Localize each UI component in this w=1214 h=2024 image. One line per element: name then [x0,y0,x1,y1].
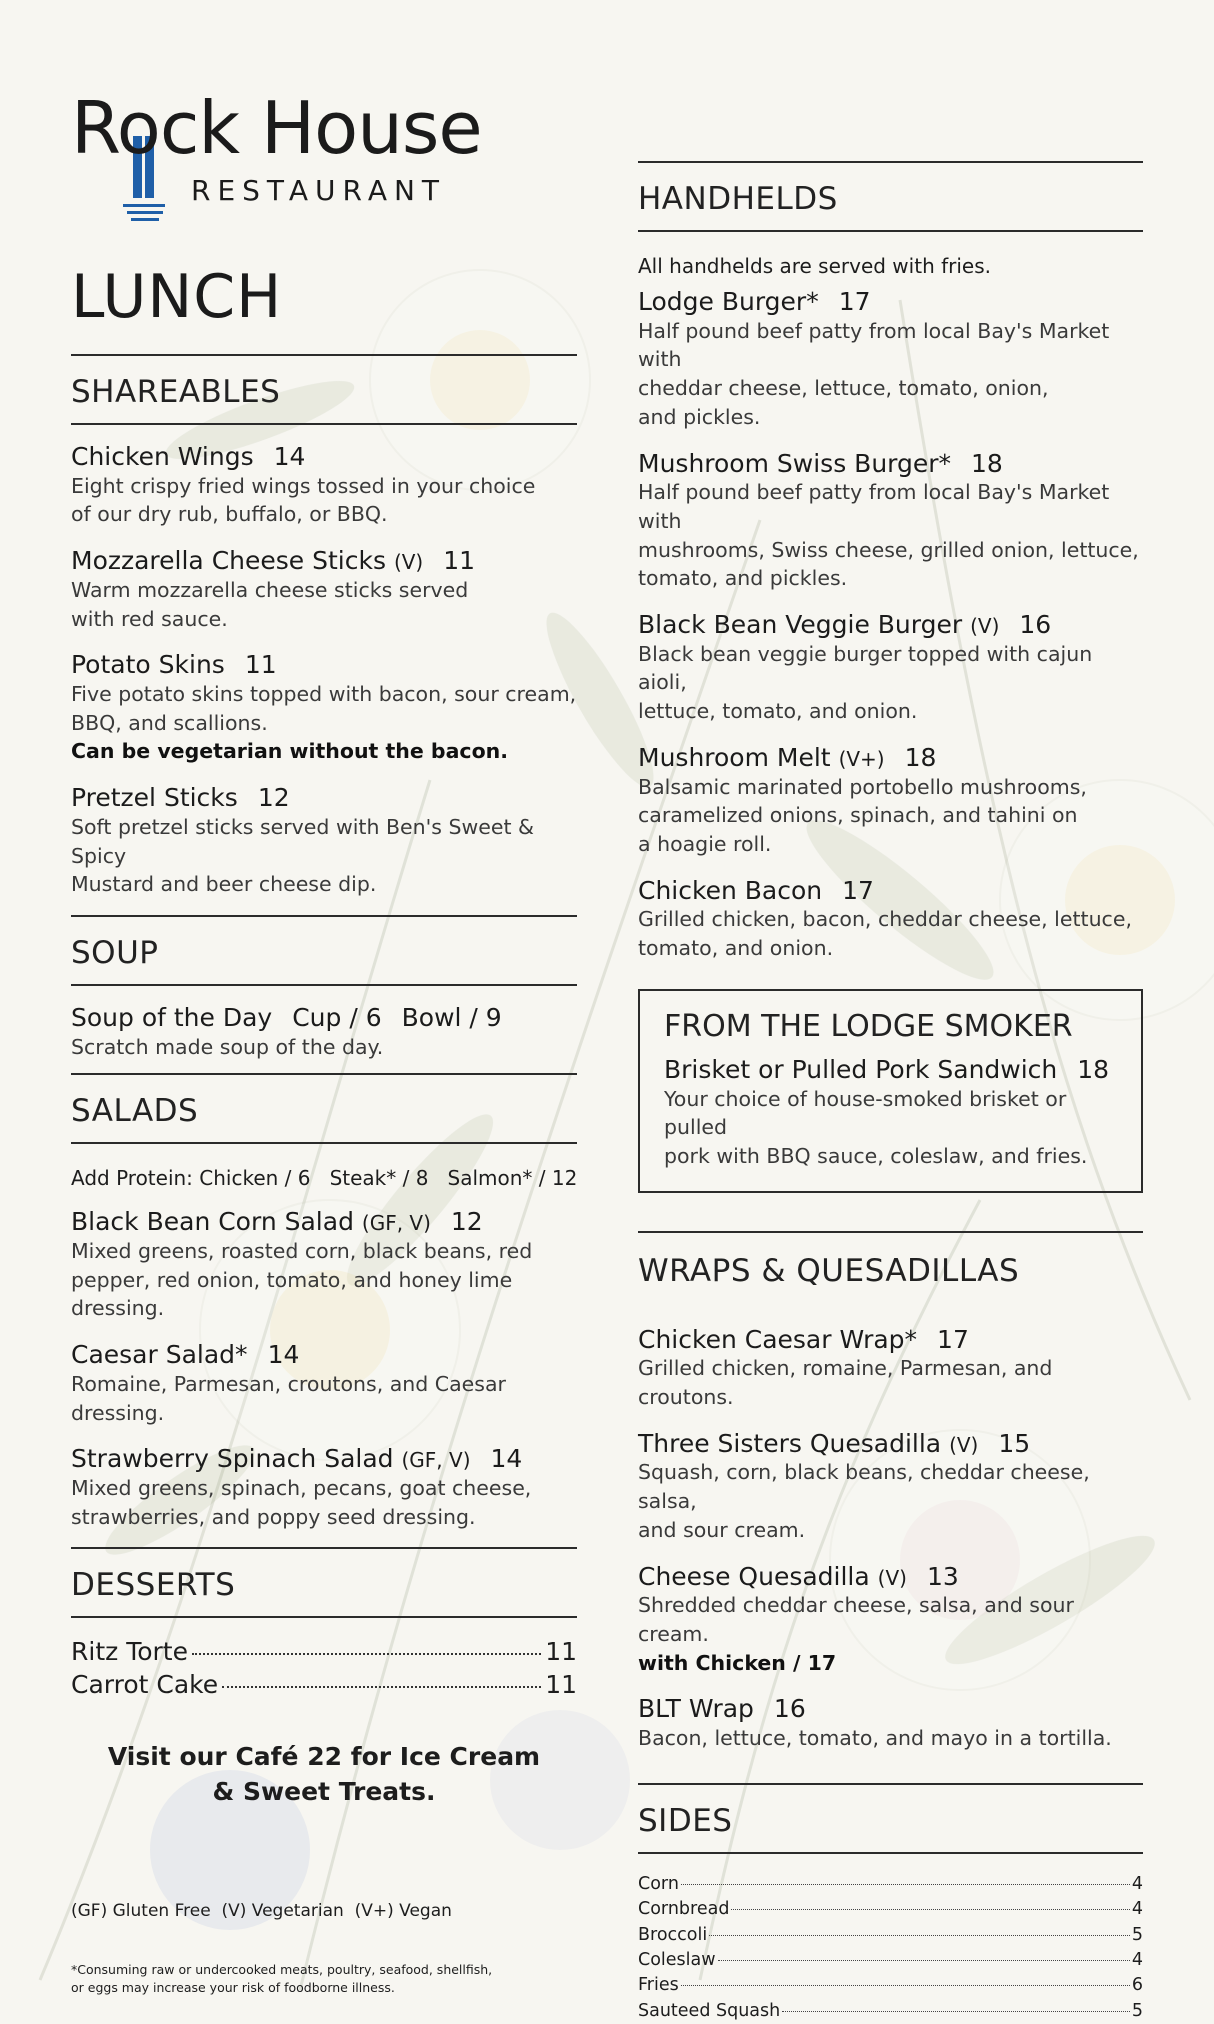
item-name: Coleslaw [638,1949,716,1970]
handhelds-list [638,288,1143,963]
disclaimer-line: or eggs may increase your risk of foodborne illness. [71,1979,395,1995]
item-price: 11 [443,546,476,576]
menu-item [71,1341,577,1427]
side-row [638,1973,1143,1998]
item-name: Cornbread [638,1899,730,1920]
item-name: Strawberry Spinach Salad [71,1444,394,1474]
item-name: Sauteed Squash [638,2000,781,2021]
item-tag: (GF, V) [401,1448,471,1473]
menu-item [638,450,1143,594]
item-name: Pretzel Sticks [71,783,238,813]
menu-item [638,288,1143,432]
divider [638,1852,1143,1854]
item-name: Black Bean Veggie Burger [638,610,963,639]
menu-item [71,547,577,633]
item-desc: mushrooms, Swiss cheese, grilled onion, lettuce, [638,537,1139,562]
smoker-title: FROM THE LODGE SMOKER [664,1008,1073,1044]
item-name: Chicken Bacon [638,875,823,905]
item-price: 5 [1131,1924,1143,1945]
item-note: with Chicken / 17 [638,1650,837,1675]
side-row [638,1923,1143,1948]
divider [638,161,1143,163]
menu-item [638,1695,1143,1752]
item-price: 15 [998,1428,1031,1458]
item-desc: lettuce, tomato, and onion. [638,699,918,724]
item-name: Mozzarella Cheese Sticks [71,546,386,576]
side-row [638,1872,1143,1897]
item-price: 18 [971,448,1003,478]
divider [71,1073,577,1075]
item-price: 14 [490,1444,523,1474]
item-tag: (V) [393,550,424,575]
item-desc: Black bean veggie burger topped with cajun aioli, [638,641,1093,695]
item-desc: caramelized onions, spinach, and tahini on [638,803,1078,828]
item-name: Broccoli [638,1924,708,1945]
item-price: 6 [1131,1975,1143,1996]
item-desc: Squash, corn, black beans, cheddar cheese, salsa, [638,1460,1090,1514]
item-desc: tomato, and onion. [638,936,834,961]
item-price: 11 [545,1669,577,1699]
section-title-sides: SIDES [638,1802,733,1839]
item-tag: (V) [970,614,1000,638]
item-name: BLT Wrap [638,1694,754,1724]
brand-name: Rock House [71,86,482,170]
item-price: 12 [450,1207,483,1237]
disclaimer-line: *Consuming raw or undercooked meats, poultry, seafood, shellfish, [71,1962,493,1978]
cafe-promo [71,1739,577,1809]
menu-item [638,1563,1143,1678]
item-desc: Shredded cheddar cheese, salsa, and sour cream. [638,1593,1074,1646]
menu-item [638,877,1143,963]
item-desc: of our dry rub, buffalo, or BBQ. [71,502,388,527]
item-desc: Mustard and beer cheese dip. [71,872,377,897]
divider [71,423,577,425]
item-price: 13 [926,1561,959,1591]
item-desc: Grilled chicken, romaine, Parmesan, and croutons. [638,1356,1053,1409]
menu-item [638,1430,1143,1545]
item-name: Mushroom Swiss Burger* [638,448,952,478]
menu-title: LUNCH [71,262,283,332]
item-desc: and pickles. [638,404,761,429]
soup-bowl-price: Bowl / 9 [401,1002,502,1032]
item-price: 14 [267,1340,300,1370]
salads-list [71,1208,577,1531]
item-desc: a hoagie roll. [638,831,772,856]
item-price: 16 [1019,610,1052,639]
add-protein: Add Protein: Chicken / 6 Steak* / 8 Salmon* / 12 [71,1166,578,1191]
item-desc: dressing. [71,1296,165,1321]
item-price: 17 [838,287,871,316]
menu-item [71,1208,577,1323]
item-price: 18 [904,742,937,772]
item-desc: Grilled chicken, bacon, cheddar cheese, lettuce, [638,907,1132,932]
menu-item [638,611,1143,726]
item-tag: (GF, V) [361,1211,431,1236]
menu-item [71,443,577,529]
divider [638,1783,1143,1785]
item-desc: Mixed greens, roasted corn, black beans, red [71,1239,533,1264]
smoker-box [638,989,1143,1193]
item-price: 4 [1131,1949,1143,1970]
cafe-promo-line: & Sweet Treats. [212,1777,436,1807]
item-price: 17 [937,1324,969,1354]
item-price: 4 [1131,1873,1143,1894]
item-desc: Scratch made soup of the day. [71,1034,384,1059]
dessert-row [71,1636,577,1669]
item-desc: Warm mozzarella cheese sticks served [71,577,469,602]
item-name: Fries [638,1975,679,1996]
item-name: Chicken Caesar Wrap* [638,1324,918,1354]
menu-item [638,1326,1143,1412]
side-row [638,1948,1143,1973]
divider [71,984,577,986]
divider [638,1231,1143,1233]
item-price: 4 [1131,1899,1143,1920]
item-name: Potato Skins [71,650,225,680]
item-desc: Your choice of house-smoked brisket or pulled [664,1086,1067,1140]
item-tag: (V) [877,1565,907,1590]
dessert-row [71,1669,577,1702]
left-column [71,0,577,1996]
soup-cup-price: Cup / 6 [292,1002,382,1032]
item-desc: Balsamic marinated portobello mushrooms, [638,774,1087,799]
dietary-legend: (GF) Gluten Free (V) Vegetarian (V+) Vegan [71,1901,452,1922]
menu-item [71,1445,577,1531]
menu-item [71,651,577,766]
divider [71,915,577,917]
item-name: Caesar Salad* [71,1340,248,1370]
divider [71,1547,577,1549]
item-tag: (V) [949,1432,979,1457]
item-name: Lodge Burger* [638,287,819,316]
menu-item-soup [71,1004,577,1061]
item-desc: Romaine, Parmesan, croutons, and Caesar dressing. [71,1371,506,1425]
item-price: 5 [1131,2000,1143,2021]
item-desc: Half pound beef patty from local Bay's Market with [638,480,1110,533]
item-desc: cheddar cheese, lettuce, tomato, onion, [638,376,1049,401]
item-desc: pork with BBQ sauce, coleslaw, and fries. [664,1143,1088,1168]
divider [71,354,577,356]
sides-list [638,1872,1143,2024]
item-desc: Soft pretzel sticks served with Ben's Sweet & Spicy [71,814,534,868]
item-price: 12 [257,783,290,813]
item-name: Corn [638,1873,679,1894]
side-row [638,1897,1143,1922]
item-desc: and sour cream. [638,1517,806,1542]
item-desc: strawberries, and poppy seed dressing. [71,1504,476,1529]
item-desc: with red sauce. [71,606,228,631]
section-title-salads: SALADS [71,1093,199,1130]
item-name: Chicken Wings [71,442,254,471]
item-price: 14 [273,442,306,471]
item-desc: Bacon, lettuce, tomato, and mayo in a tortilla. [638,1726,1112,1751]
right-column [638,0,1143,2024]
item-desc: BBQ, and scallions. [71,710,268,735]
section-title-wraps: WRAPS & QUESADILLAS [638,1252,1020,1289]
item-name: Black Bean Corn Salad [71,1207,354,1237]
item-desc: Eight crispy fried wings tossed in your choice [71,473,536,498]
disclaimer [71,1961,577,1996]
section-title-desserts: DESSERTS [71,1567,236,1604]
item-name: Carrot Cake [71,1669,219,1699]
item-name: Ritz Torte [71,1637,188,1667]
item-price: 11 [244,650,277,680]
shareables-list [71,443,577,899]
item-price: 18 [1077,1054,1110,1084]
item-desc: Five potato skins topped with bacon, sour cream, [71,682,577,706]
section-title-soup: SOUP [71,934,159,971]
logo [71,86,577,212]
item-name: Three Sisters Quesadilla [638,1428,942,1458]
side-row [638,1999,1143,2024]
item-desc: pepper, red onion, tomato, and honey lime [71,1267,513,1292]
item-name: Mushroom Melt [638,742,831,772]
section-title-shareables: SHAREABLES [71,374,281,410]
item-desc: Half pound beef patty from local Bay's Market with [638,318,1110,372]
item-price: 11 [545,1637,577,1667]
section-title-handhelds: HANDHELDS [638,181,838,217]
menu-item [71,784,577,899]
divider [71,1142,577,1144]
divider [71,1616,577,1618]
item-note: Can be vegetarian without the bacon. [71,739,509,764]
item-name: Cheese Quesadilla [638,1561,870,1591]
item-desc: Mixed greens, spinach, pecans, goat cheese, [71,1476,532,1500]
item-tag: (V+) [838,746,885,771]
brand-subtitle: RESTAURANT [191,174,447,207]
divider [638,1302,1143,1304]
item-name: Brisket or Pulled Pork Sandwich [664,1054,1058,1084]
divider [638,230,1143,232]
menu-item [638,744,1143,859]
desserts-list [71,1636,577,1701]
item-price: 17 [842,875,874,905]
item-name: Soup of the Day [71,1002,273,1032]
item-price: 16 [773,1694,806,1724]
handhelds-subtitle: All handhelds are served with fries. [638,254,991,278]
item-desc: tomato, and pickles. [638,566,848,591]
cafe-promo-line: Visit our Café 22 for Ice Cream [107,1742,541,1772]
wraps-list [638,1326,1143,1753]
